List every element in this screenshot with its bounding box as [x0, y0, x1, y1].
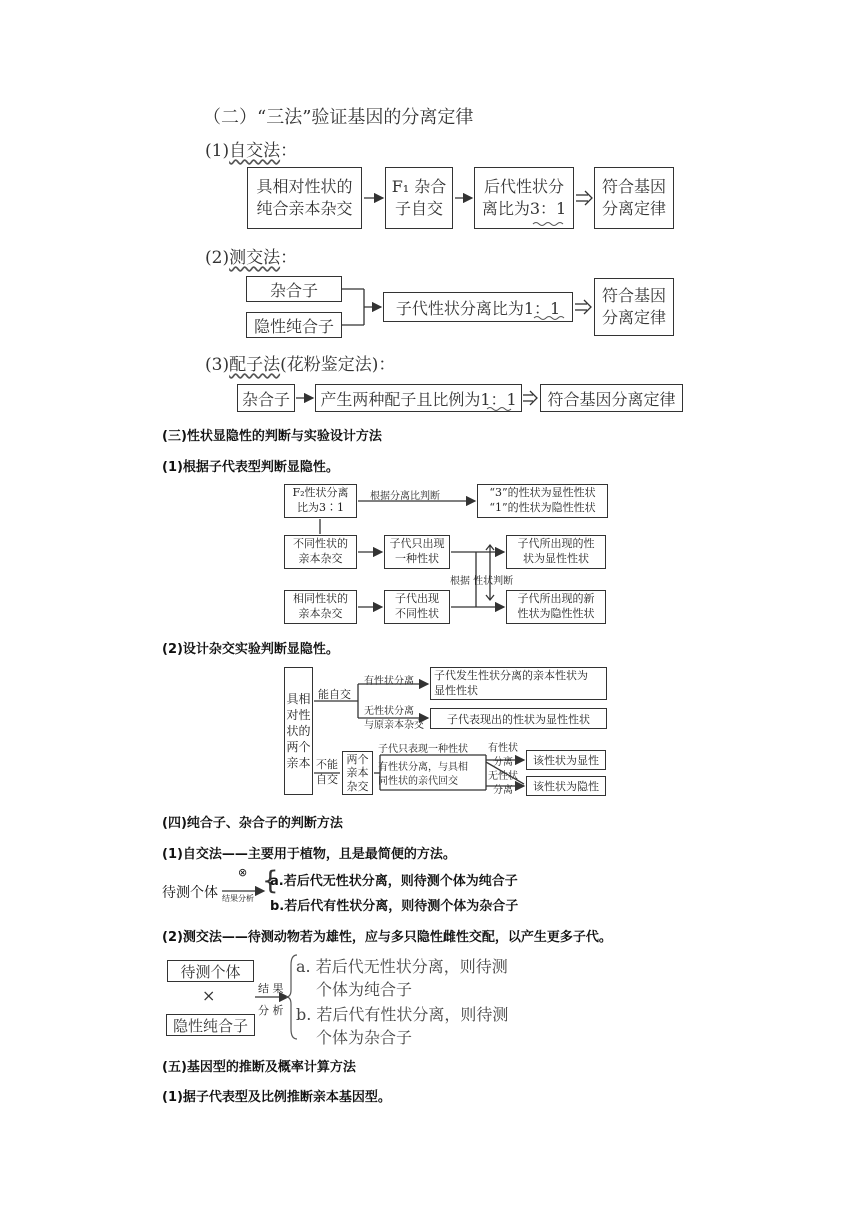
d2-box-result1-line1: 子代发生性状分离的亲本性状为: [434, 668, 588, 682]
m2-box-conclusion-line2: 分离定律: [601, 308, 666, 327]
method1-number: (1): [205, 141, 230, 161]
m1-box-ratio-line1: 后代性状分: [483, 177, 564, 197]
m2-box-ratio: 子代性状分离比为1：1: [383, 292, 573, 322]
d2-box-two-cross-line1: 两个: [346, 753, 369, 767]
d1-edge-ratio-label: 根据分离比判断: [370, 491, 440, 502]
s3-para-2: (2)设计杂交实验判断显隐性。: [162, 642, 339, 657]
tc-option-a-line1: a. 若后代无性状分离，则待测: [296, 957, 508, 976]
m3-box-conclusion: 符合基因分离定律: [540, 384, 683, 412]
d1-box-same-result-line1: 子代所出现的新: [517, 592, 595, 606]
d1-box-diff-mid-line1: 子代只出现: [389, 537, 445, 551]
s4-self-result-analysis: 结果分析: [222, 894, 254, 903]
d2-label-has-sep2-line2: 分离: [493, 756, 513, 768]
s4-para-2: (2)测交法——待测动物若为雄性，应与多只隐性雌性交配，以产生更多子代。: [162, 930, 612, 945]
d2-label-cannot-self-line1: 不能: [316, 758, 338, 771]
d2-box-parents-line5: 亲本: [286, 756, 311, 771]
d2-label-sep-backcross-line1: 有性状分离，与具相: [378, 762, 468, 773]
d1-box-f2-result-line2: “1”的性状为隐性性状: [489, 501, 596, 514]
tc-label-result: 结 果: [258, 982, 284, 995]
m1-box-conclusion-line1: 符合基因: [601, 177, 666, 197]
d2-label-no-sep-line2: 与原亲本杂交: [364, 719, 424, 731]
section-title-two: （二）“三法”验证基因的分离定律: [203, 107, 474, 128]
d2-label-sep-backcross-line2: 同性状的亲代回交: [378, 775, 458, 787]
section-title-three: (三)性状显隐性的判断与实验设计方法: [162, 429, 382, 444]
m1-box-f1-line1: F₁ 杂合: [391, 177, 447, 197]
d1-box-diff-mid-line2: 一种性状: [395, 552, 439, 565]
m1-box-conclusion-line2: 分离定律: [601, 199, 666, 218]
section-title-five: (五)基因型的推断及概率计算方法: [162, 1060, 356, 1075]
d2-box-parents-line4: 两个: [286, 740, 311, 755]
m3-box-gametes: 产生两种配子且比例为1：1: [315, 384, 522, 412]
method2-number: (2): [205, 248, 230, 268]
method3-paren: (花粉鉴定法)：: [280, 355, 396, 375]
s4-self-individual: 待测个体: [162, 885, 218, 901]
d1-box-diff-result-line2: 状为显性性状: [523, 552, 589, 565]
d2-label-no-sep2-line1: 无性状: [488, 771, 518, 782]
d2-box-parents-line2: 对性: [286, 707, 311, 722]
d1-box-same-result-line2: 性状为隐性性状: [517, 607, 595, 620]
selfing-symbol: ⊗: [238, 866, 248, 879]
method2-colon: ：: [280, 248, 298, 268]
d2-label-has-sep: 有性状分离: [364, 676, 414, 687]
method3-name: 配子法: [229, 355, 281, 375]
m3-box-hetero: 杂合子: [237, 384, 295, 412]
d2-box-parents-line3: 状的: [286, 723, 311, 738]
tc-box-individual: 待测个体: [167, 960, 254, 982]
d2-label-can-self: 能自交: [318, 688, 351, 701]
m2-box-hetero: 杂合子: [246, 276, 342, 302]
d1-box-same-mid-line1: 子代出现: [395, 592, 439, 606]
m1-box-ratio-line2: 离比为3：1: [481, 199, 567, 218]
d1-box-same-parents-line1: 相同性状的: [293, 592, 348, 606]
s5-para-1: (1)据子代表型及比例推断亲本基因型。: [162, 1090, 391, 1105]
d1-box-same-mid-line2: 不同性状: [395, 607, 439, 620]
m1-box-parents-line2: 纯合亲本杂交: [256, 199, 353, 218]
s4-self-option-b: b.若后代有性状分离，则待测个体为杂合子: [270, 899, 519, 914]
section-title-four: (四)纯合子、杂合子的判断方法: [162, 816, 343, 831]
d1-box-same-parents-line2: 亲本杂交: [298, 607, 343, 620]
d1-box-diff-parents-line2: 亲本杂交: [298, 552, 343, 565]
s4-para-1: (1)自交法——主要用于植物，且是最简便的方法。: [162, 847, 456, 862]
d2-box-result1-line2: 显性性状: [434, 683, 478, 697]
method1-name: 自交法: [229, 141, 281, 161]
d2-box-parents-line1: 具相: [286, 691, 311, 706]
tc-box-recessive: 隐性纯合子: [166, 1014, 255, 1036]
m1-box-parents-line1: 具相对性状的: [256, 177, 353, 197]
d2-box-two-cross-line2: 亲本: [346, 766, 369, 780]
d1-box-diff-parents-line1: 不同性状的: [293, 537, 348, 551]
m2-box-recessive: 隐性纯合子: [246, 312, 342, 338]
d1-box-f2-line1: F₂性状分离: [292, 486, 349, 500]
tc-option-b-line2: 个体为杂合子: [316, 1028, 413, 1047]
d2-label-has-sep2-line1: 有性状: [488, 743, 518, 754]
m1-box-f1-line2: 子自交: [394, 199, 443, 218]
tc-cross-icon: ×: [202, 986, 216, 1005]
method3-number: (3): [205, 355, 230, 375]
tc-option-a-line2: 个体为纯合子: [316, 980, 413, 999]
s4-brace-icon: {: [262, 866, 279, 896]
s4-self-option-a: a.若后代无性状分离，则待测个体为纯合子: [270, 874, 518, 889]
d1-box-f2-result-line1: “3”的性状为显性性状: [489, 486, 596, 500]
method1-colon: ：: [280, 141, 298, 161]
method2-name: 测交法: [229, 248, 281, 268]
d2-label-cannot-self-line2: 自交: [316, 772, 338, 786]
d2-label-no-sep2-line2: 分离: [493, 784, 513, 796]
d1-box-diff-result-line1: 子代所出现的性: [517, 537, 595, 551]
d1-edge-judge-label: 根据 性状判断: [450, 576, 514, 587]
d2-box-dominant: 该性状为显性: [526, 750, 606, 770]
d1-box-f2-line2: 比为3∶1: [297, 501, 344, 514]
tc-label-analysis: 分 析: [258, 1004, 284, 1017]
d2-box-result2: 子代表现出的性状为显性性状: [430, 708, 607, 729]
d2-label-only-one: 子代只表现一种性状: [378, 744, 468, 755]
s3-para-1: (1)根据子代表型判断显隐性。: [162, 460, 339, 475]
d2-box-recessive: 该性状为隐性: [526, 776, 606, 796]
m2-box-conclusion-line1: 符合基因: [601, 286, 666, 306]
d2-label-no-sep-line1: 无性状分离: [364, 706, 414, 717]
tc-option-b-line1: b. 若后代有性状分离，则待测: [296, 1005, 509, 1024]
d2-box-two-cross-line3: 杂交: [346, 779, 369, 793]
